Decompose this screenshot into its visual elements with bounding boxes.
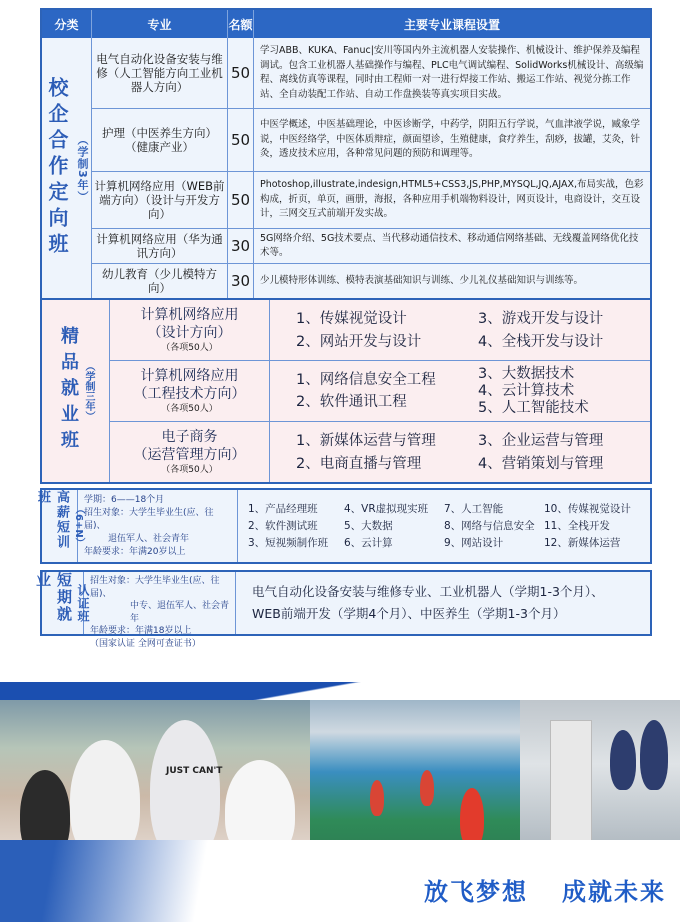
course-description: 少儿模特形体训练、模特表演基础知识与训练、少儿礼仪基础知识与训练等。 xyxy=(260,274,584,286)
info-line: 招生对象：大学生毕业生(应、往届)、 xyxy=(90,576,220,599)
list-item: 3、企业运营与管理 xyxy=(478,432,604,449)
list-item: 4、云计算技术 xyxy=(478,382,575,399)
major-cell xyxy=(110,300,270,360)
list-item: 2、网站开发与设计 xyxy=(296,333,422,350)
certification-courses xyxy=(236,572,650,634)
course-description: 5G网络介绍、5G技术要点、当代移动通信技术、移动通信网络基础、无线覆盖网络优化技术等。 xyxy=(260,232,639,258)
table-row xyxy=(110,361,650,422)
list-item: 8、网络与信息安全 xyxy=(444,519,535,532)
list-item: 9、网站设计 xyxy=(444,536,504,549)
major-cell xyxy=(110,422,270,482)
course-line: WEB前端开发（学期4个月）、中医养生（学期1-3个月） xyxy=(252,606,566,621)
photo-collage xyxy=(0,700,680,860)
students-reading-photo xyxy=(0,700,310,860)
quota-note: （各项50人） xyxy=(161,465,218,475)
list-item: 6、云计算 xyxy=(344,536,393,549)
course-list xyxy=(270,300,650,360)
major-name: 幼儿教育（少儿模特方向） xyxy=(92,264,228,298)
major-direction: （工程技术方向） xyxy=(133,386,246,402)
list-item: 12、新媒体运营 xyxy=(544,536,621,549)
list-item: 5、大数据 xyxy=(344,519,393,532)
enrollment-info xyxy=(84,572,236,649)
course-list xyxy=(270,361,650,421)
category-cell xyxy=(42,300,110,482)
category-cell xyxy=(42,38,92,298)
player-figure xyxy=(460,788,484,848)
category-duration: （6+N） xyxy=(73,504,84,548)
header-category: 分类 xyxy=(42,10,92,38)
badminton-hall-photo xyxy=(310,700,520,860)
list-item: 4、营销策划与管理 xyxy=(478,455,604,472)
info-line: 年龄要求：年满20岁以上 xyxy=(84,547,186,557)
list-item: 3、短视频制作班 xyxy=(248,536,329,549)
list-item: 1、网络信息安全工程 xyxy=(296,372,436,388)
quota-note: （各项50人） xyxy=(161,404,218,414)
category-subtitle: 认证班 xyxy=(76,583,90,623)
course-list xyxy=(270,422,650,482)
list-item: 4、全栈开发与设计 xyxy=(478,333,604,350)
list-column-right xyxy=(478,366,650,417)
robot-arm xyxy=(550,720,592,852)
category-duration: （学制3年） xyxy=(76,133,89,203)
list-item: 4、VR虚拟现实班 xyxy=(344,502,429,515)
header-quota: 名额 xyxy=(228,10,254,38)
quota-value: 30 xyxy=(228,229,254,263)
table-row xyxy=(92,229,650,264)
major-cell xyxy=(110,361,270,421)
table-row xyxy=(110,300,650,361)
table-row xyxy=(92,264,650,298)
major-name: 护理（中医养生方向）（健康产业） xyxy=(92,109,228,171)
shirt-text: JUST CAN'T xyxy=(166,766,223,776)
certification-class-table xyxy=(34,570,652,649)
info-line: 中专、退伍军人、社会青年 xyxy=(130,601,230,624)
table-row xyxy=(92,38,650,109)
info-line: 学期：6——18个月 xyxy=(84,495,165,505)
list-item: 2、软件通讯工程 xyxy=(296,394,407,410)
major-name: 计算机网络应用 xyxy=(140,307,239,323)
category-title: 校企合作定向班 xyxy=(45,77,69,259)
category-title: 精品就业班 xyxy=(58,326,79,456)
slogan-right: 成就未来 xyxy=(562,878,666,906)
list-item: 2、电商直播与管理 xyxy=(296,455,422,472)
list-item: 1、传媒视觉设计 xyxy=(296,310,407,327)
list-item: 7、人工智能 xyxy=(444,502,504,515)
major-name: 电子商务 xyxy=(161,429,218,445)
list-item: 10、传媒视觉设计 xyxy=(544,502,631,515)
category-duration: （学制三年） xyxy=(83,361,94,421)
robotics-lab-photo xyxy=(520,700,680,860)
enrollment-info xyxy=(78,490,238,562)
info-line: 退伍军人、社会青年 xyxy=(108,534,190,544)
major-direction: （运营管理方向） xyxy=(133,447,246,463)
list-item: 2、软件测试班 xyxy=(248,519,318,532)
header-courses: 主要专业课程设置 xyxy=(403,17,500,32)
list-item: 1、新媒体运营与管理 xyxy=(296,432,436,449)
major-direction: （设计方向） xyxy=(147,325,232,341)
major-name: 计算机网络应用（华为通讯方向） xyxy=(92,229,228,263)
category-cell xyxy=(35,490,84,562)
list-item: 5、人工智能技术 xyxy=(478,399,589,416)
player-figure xyxy=(370,780,384,816)
player-figure xyxy=(420,770,434,806)
student-figure xyxy=(640,720,668,790)
info-line: 年龄要求：年满18岁以上 xyxy=(90,626,192,636)
short-training-table xyxy=(35,488,652,564)
table-row xyxy=(92,172,650,229)
table-row xyxy=(110,422,650,482)
list-item: 11、全栈开发 xyxy=(544,519,610,532)
quota-value: 50 xyxy=(228,172,254,228)
header-major: 专业 xyxy=(92,10,228,38)
category-title: 高薪短训班 xyxy=(35,490,69,550)
info-line: （国家认证 全网可查证书） xyxy=(90,638,201,649)
course-line: 电气自动化设备安装与维修专业、工业机器人（学期1-3个月）、 xyxy=(252,584,604,599)
course-description: 中医学概述，中医基础理论，中医诊断学，中药学，阴阳五行学说，气血津液学说，臧象学说，中医经络学，中医体质辩症，颜面望诊，生殖健康，食疗养生，刮痧，拔罐，艾灸，针灸，透皮技术应用，各种常见问题的预防和调理等。 xyxy=(260,119,641,160)
slogan-left: 放飞梦想 xyxy=(424,878,528,906)
list-item: 3、大数据技术 xyxy=(478,365,575,382)
major-name: 计算机网络应用 xyxy=(140,368,239,384)
course-description: 学习ABB、KUKA、Fanuc|安川等国内外主流机器人安装操作、机械设计、维护保养及编程调试。包含工业机器人基础操作与编程、PLC电气调试编程、SolidWorks机械设计、高级编程、离线仿真等课程，同时由工程师一对一进行焊接工作站、搬运工作站、视觉分拣工作站、全自动装配工作站、自动工作盘换装等真实项目实战。 xyxy=(260,45,644,100)
list-item: 1、产品经理班 xyxy=(248,502,318,515)
quota-value: 30 xyxy=(228,264,254,298)
list-item: 3、游戏开发与设计 xyxy=(478,310,604,327)
major-name: 计算机网络应用（WEB前端方向）（设计与开发方向） xyxy=(92,172,228,228)
quota-value: 50 xyxy=(228,109,254,171)
course-description: Photoshop,illustrate,indesign,HTML5+CSS3,JS,PHP,MYSQL,JQ,AJAX,布局实战，色彩构成，折页，单页，画册，海报，各种应用手机端物料设计，网页设计，电商设计，交互设计，三网交互式前端开发实战。 xyxy=(260,179,644,220)
student-figure xyxy=(610,730,636,790)
enterprise-cooperation-table xyxy=(40,8,652,300)
info-line: 招生对象：大学生毕业生(应、往届)、 xyxy=(84,508,214,531)
major-name: 电气自动化设备安装与维修（人工智能方向工业机器人方向） xyxy=(92,38,228,108)
table-header xyxy=(42,10,650,38)
category-title: 短期就业 xyxy=(34,572,73,623)
course-grid xyxy=(238,490,650,562)
employment-class-table xyxy=(40,298,652,484)
category-cell xyxy=(34,572,90,634)
quota-note: （各项50人） xyxy=(161,343,218,353)
table-row xyxy=(92,109,650,172)
quota-value: 50 xyxy=(228,38,254,108)
student-figure xyxy=(150,720,223,860)
list-column-left xyxy=(296,366,468,417)
